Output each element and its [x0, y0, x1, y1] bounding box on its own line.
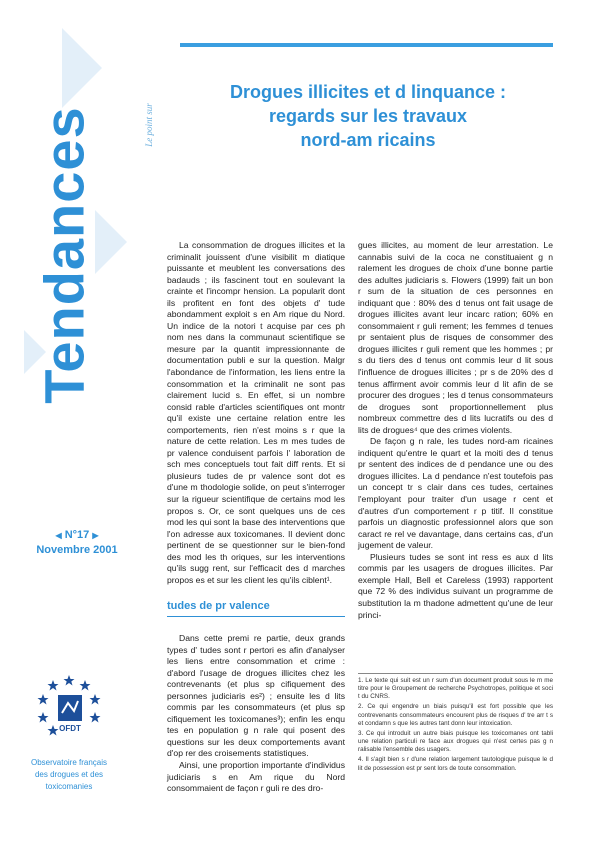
title-line: regards sur les travaux	[268, 106, 468, 126]
paragraph: Ainsi, une proportion importante d'individus judiciaris s en Am rique du Nord consommaient de façon r guli re des dro-	[167, 760, 345, 794]
column-1-intro	[167, 240, 345, 586]
arrow-right-icon: ▶	[92, 531, 99, 540]
section-heading: tudes de pr valence	[167, 600, 270, 612]
issue-info	[32, 528, 122, 557]
series-title: Tendances	[32, 106, 96, 404]
column-1-section	[167, 633, 345, 795]
column-2	[358, 240, 553, 621]
paragraph: La consommation de drogues illicites et la criminalit jouissent d'une visibilit m diatique puissante et meublent les conversations des badauds ; ils fascinent tout en soulevant la crainte et l'incompr hension. La popularit dont ils profitent en font des objets d' tude abondamment exploit s en Am rique du Nord. Un indice de la notori t acquise par ces ph nom nes dans la communaut scientifique se mesure par la quantit impressionnante de documentation publi e sur la question. Malgr l'abondance de l'information, les liens entre la consommation et la criminalit ne sont pas clairement lucid s. En effet, si un nombre consid rable d'articles scientifiques ont montr qu'il existe une certaine relation entre les comportements, rien n'est moins s r que la nature de cette relation. Les m mes tudes de pr valence conduisent parfois l' laboration de sch mes conceptuels tout fait diff rents. Et si plusieurs tudes de pr valence sont dot es d'une m thodologie solide, on peut s'interroger sur la rigueur scientifique de certains mod les propos s. Or, ce sont quelques uns de ces mod les qui sont la base des interventions que l'on adresse aux toxicomanes. Il devient donc pertinent de se questionner sur le bien-fond des mod les th oriques, sur les interventions qu'ils sugg rent, sur l'efficacit des d marches propos es et sur les client les qu'ils ciblent¹.	[167, 240, 345, 585]
ofdt-logo	[36, 673, 102, 739]
point-sur-label: Le point sur	[144, 103, 154, 147]
title-line: nord-am ricains	[300, 130, 436, 150]
issue-date: Novembre 2001	[36, 544, 118, 556]
paragraph: Plusieurs tudes se sont int ress es aux d lits commis par les usagers de drogues illicites. Par exemple Hall, Bell et Careless (1993) rapportent que 72 % des individus suivant un programme de substitution la m thadone admettent qu'une de leur princi-	[358, 551, 553, 620]
footnotes	[358, 677, 553, 775]
paragraph: gues illicites, au moment de leur arrestation. Le cannabis suivi de la coca ne constituaient g n ralement les drogues de choix d'une bonne partie des adultes judiciaris s. Flowers (1999) fait un bon r sum de la situation de ces personnes en indiquant que : 80% des d tenus ont fait usage de drogues illicites avant leur incarc ration; 60% en consommaient r guli rement; les femmes d tenues pr sentaient plus de risques de consommer des drogues illicites r guli rement que les hommes ; pr s du tiers des d tenus ont commis leur d lit sous l'influence de drogues illicites ; pr s de 20% des d tenus affirment avoir commis leur d lit afin de se procurer des drogues ; les d tenus consommateurs de drogues sont proportionnellement plus nombreux commettre des d lits lucratifs ou des d lits de drogues⁴ que des crimes violents.	[358, 240, 553, 435]
paragraph: Dans cette premi re partie, deux grands types d' tudes sont r pertori es afin d'analyser les liens entre consommation et crime : d'abord l'usage de drogues illicites chez les contrevenants (et plus sp cifiquement des personnes judiciaris es²) ; ensuite les d lits commis par les consommateurs (et plus sp cifiquement les toxicomanes³); enfin les enqu tes en population g n rale qui posent des questions sur les deux comportements avant d'op rer des croisements statistiques.	[167, 633, 345, 759]
decorative-triangle-middle	[95, 210, 127, 274]
footnote: 3. Ce qui introduit un autre biais puisque les toxicomanes ont tabli une relation particuli re face aux drogues qui n'est certes pas g n ralisable l'ensemble des usagers.	[358, 729, 553, 754]
issue-number: ◀ N°17 ▶	[55, 529, 99, 541]
footnote: 4. Il s'agit bien s r d'une relation largement tautologique puisque le d lit de possession est pr sent lors de toute consommation.	[358, 756, 553, 772]
section-heading-rule	[167, 616, 345, 617]
footnote-rule	[358, 673, 553, 674]
footnote: 2. Ce qui engendre un biais puisqu'il est fort possible que les contrevenants consommateurs encourent plus de risques d' tre arr t s et condamn s que les autres tant donn leur intoxication.	[358, 703, 553, 727]
top-rule	[180, 43, 553, 47]
paragraph: De façon g n rale, les tudes nord-am ricaines indiquent qu'entre le quart et la moiti des d tenus pr sentent des indices de d pendance une ou des drogues illicites. La d pendance n'est toutefois pas un concept tr s clair dans ces tudes, certaines l'employant pour traiter d'un usage r cent et d'autres d'un comportement r p titif. Il constitue parfois un diagnostic professionnel alors que son caract re rel ve davantage, dans certains cas, d'un jugement de valeur.	[358, 436, 553, 551]
article-title	[188, 80, 548, 152]
title-line: Drogues illicites et d linquance :	[229, 82, 507, 102]
footnote: 1. Le texte qui suit est un r sum d'un document produit sous le m me titre pour le Groupement de recherche Psychotropes, politique et soci t du CNRS.	[358, 677, 553, 701]
publisher-name: Observatoire français des drogues et des toxicomanies	[30, 758, 108, 791]
logo-text: OFDT	[59, 724, 81, 733]
arrow-left-icon: ◀	[55, 531, 62, 540]
